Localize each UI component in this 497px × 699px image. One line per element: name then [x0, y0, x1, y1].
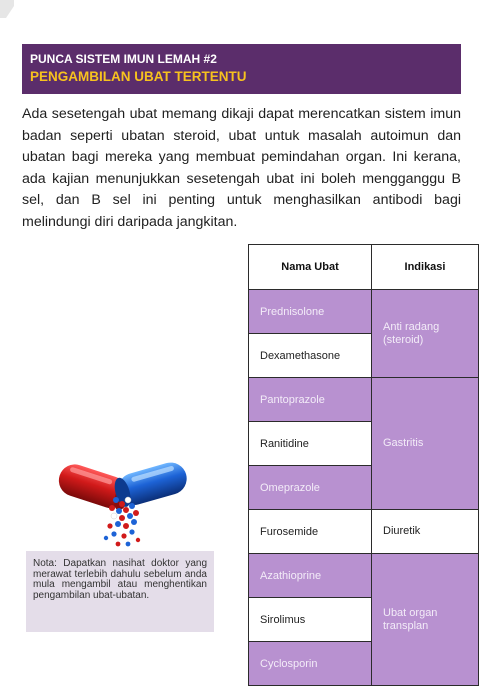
indication-cell: Ubat organ transplan	[372, 554, 479, 686]
table-header-row	[249, 245, 479, 290]
drug-name-cell: Prednisolone	[249, 290, 372, 334]
table-row	[249, 510, 479, 554]
drug-name-cell: Furosemide	[249, 510, 372, 554]
drug-name-cell: Azathioprine	[249, 554, 372, 598]
indication-cell: Diuretik	[372, 510, 479, 554]
drug-name-cell: Sirolimus	[249, 598, 372, 642]
banner-title: PENGAMBILAN UBAT TERTENTU	[30, 69, 247, 84]
intro-paragraph: Ada sesetengah ubat memang dikaji dapat merencatkan sistem imun badan seperti ubatan steroid, ubat untuk masalah autoimun dan ubatan bagi mereka yang membuat pemindahan organ. Ini kerana, ada kajian menunjukkan sesetengah ubat ini boleh mengganggu B sel, dan B sel ini penting untuk menghasilkan antibodi bagi melindungi diri daripada jangkitan.	[22, 106, 461, 230]
table-row	[249, 554, 479, 598]
drug-name-cell: Dexamethasone	[249, 334, 372, 378]
header-drug-name: Nama Ubat	[249, 245, 372, 290]
drug-name-cell: Ranitidine	[249, 422, 372, 466]
table-row	[249, 378, 479, 422]
table-row	[249, 290, 479, 334]
drug-name-cell: Cyclosporin	[249, 642, 372, 686]
drug-table	[248, 244, 479, 686]
drug-name-cell: Omeprazole	[249, 466, 372, 510]
header-indication: Indikasi	[372, 245, 479, 290]
drug-name-cell: Pantoprazole	[249, 378, 372, 422]
page-corner-mark	[0, 0, 14, 18]
banner-subtitle: PUNCA SISTEM IMUN LEMAH #2	[30, 52, 217, 66]
indication-cell: Gastritis	[372, 378, 479, 510]
capsule-pill-icon	[52, 456, 192, 552]
indication-cell: Anti radang (steroid)	[372, 290, 479, 378]
doctor-advice-note: Nota: Dapatkan nasihat doktor yang merawat terlebih dahulu sebelum anda mula mengambil atau menghentikan pengambilan ubat-ubatan.	[26, 551, 214, 632]
section-banner	[22, 44, 461, 94]
